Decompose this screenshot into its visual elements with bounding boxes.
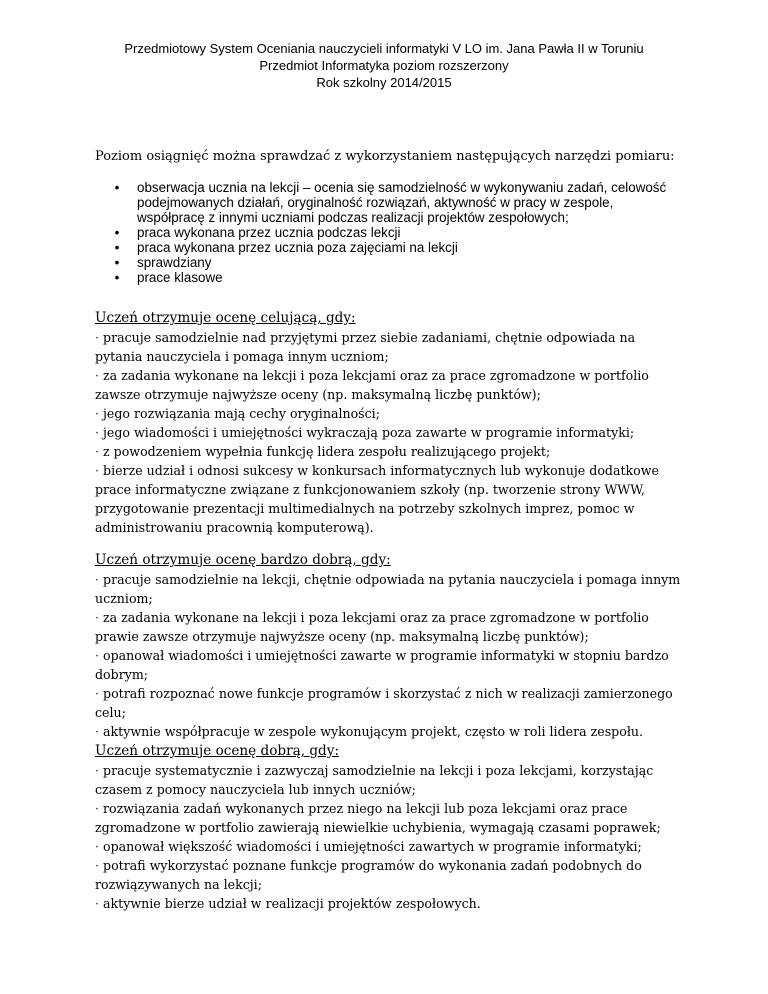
list-item-text: za zadania wykonane na lekcji i poza lekcjami oraz za prace zgromadzone w portfolio zawsze otrzymuje najwyższe oceny (np. maksymalną liczbę punktów); — [95, 368, 649, 402]
list-item-text: prace klasowe — [137, 270, 223, 285]
section-heading-excellent: Uczeń otrzymuje ocenę celującą, gdy: — [95, 310, 356, 326]
criteria-list-excellent — [95, 328, 685, 537]
bullet-icon: · — [95, 858, 100, 873]
list-item-text: opanował większość wiadomości i umiejętności zawartych w programie informatyki; — [103, 839, 642, 854]
list-item-text: potrafi rozpoznać nowe funkcje programów i skorzystać z nich w realizacji zamierzonego celu; — [95, 686, 673, 720]
list-item — [112, 240, 672, 255]
bullet-icon: · — [95, 463, 100, 478]
bullet-icon: · — [95, 572, 100, 587]
criteria-list-good — [95, 761, 685, 913]
bullet-icon: · — [95, 801, 100, 816]
bullet-icon: · — [95, 839, 100, 854]
list-item-text: rozwiązania zadań wykonanych przez niego na lekcji lub poza lekcjami oraz prace zgromadzone w portfolio zawierają niewielkie uchybienia, wymagają czasami poprawek; — [95, 801, 661, 835]
list-item-text: jego rozwiązania mają cechy oryginalności; — [103, 406, 380, 421]
list-item — [112, 225, 672, 240]
section-heading-good: Uczeń otrzymuje ocenę dobrą, gdy: — [95, 743, 340, 759]
bullet-icon: · — [95, 610, 100, 625]
list-item — [95, 328, 685, 366]
list-item-text: jego wiadomości i umiejętności wykraczają poza zawarte w programie informatyki; — [103, 425, 635, 440]
list-item — [95, 442, 685, 461]
bullet-icon: · — [95, 330, 100, 345]
list-item-text: sprawdziany — [137, 255, 212, 270]
list-item — [95, 570, 685, 608]
list-item-text: pracuje samodzielnie na lekcji, chętnie odpowiada na pytania nauczyciela i pomaga innym uczniom; — [95, 572, 681, 606]
list-item — [95, 366, 685, 404]
list-item — [95, 722, 685, 741]
bullet-icon: · — [95, 444, 100, 459]
bullet-icon: · — [95, 648, 100, 663]
list-item — [95, 837, 685, 856]
list-item — [95, 761, 685, 799]
list-item — [95, 461, 685, 537]
section-spacer — [95, 537, 685, 550]
bullet-icon: · — [95, 368, 100, 383]
bullet-icon: • — [114, 180, 120, 195]
page-header — [0, 40, 768, 91]
list-item — [112, 270, 672, 285]
list-item-text: za zadania wykonane na lekcji i poza lekcjami oraz za prace zgromadzone w portfolio prawie zawsze otrzymuje najwyższe oceny (np. maksymalną liczbę punktów); — [95, 610, 649, 644]
list-item-text: praca wykonana przez ucznia poza zajęciami na lekcji — [137, 240, 458, 255]
header-school-year: Rok szkolny 2014/2015 — [316, 75, 452, 90]
list-item — [95, 608, 685, 646]
criteria-list-very-good — [95, 570, 685, 741]
list-item-text: pracuje samodzielnie nad przyjętymi przez siebie zadaniami, chętnie odpowiada na pytania nauczyciela i pomaga innym uczniom; — [95, 330, 636, 364]
bullet-icon: • — [114, 225, 120, 240]
list-item-text: aktywnie współpracuje w zespole wykonującym projekt, często w roli lidera zespołu. — [103, 724, 644, 739]
list-item-text: aktywnie bierze udział w realizacji projektów zespołowych. — [103, 896, 481, 911]
list-item-text: bierze udział i odnosi sukcesy w konkursach informatycznych lub wykonuje dodatkowe prace informatyczne związane z funkcjonowaniem szkoły (np. tworzenie strony WWW, przygotowanie prezentacji multimedialnych na potrzeby szkolnych imprez, pomoc w administrowaniu pracownią komputerową). — [95, 463, 659, 535]
bullet-icon: • — [114, 240, 120, 255]
bullet-icon: • — [114, 255, 120, 270]
list-item — [95, 646, 685, 684]
bullet-icon: · — [95, 686, 100, 701]
list-item — [95, 684, 685, 722]
grade-criteria — [95, 308, 685, 913]
bullet-icon: · — [95, 406, 100, 421]
list-item — [95, 856, 685, 894]
list-item — [112, 255, 672, 270]
list-item-text: z powodzeniem wypełnia funkcję lidera zespołu realizującego projekt; — [103, 444, 551, 459]
header-subject: Przedmiot Informatyka poziom rozszerzony — [259, 58, 509, 73]
list-item — [95, 799, 685, 837]
intro-paragraph: Poziom osiągnięć można sprawdzać z wykorzystaniem następujących narzędzi pomiaru: — [95, 149, 675, 164]
list-item-text: pracuje systematycznie i zazwyczaj samodzielnie na lekcji i poza lekcjami, korzystając czasem z pomocy nauczyciela lub innych uczniów; — [95, 763, 654, 797]
bullet-icon: · — [95, 724, 100, 739]
bullet-icon: · — [95, 896, 100, 911]
list-item-text: potrafi wykorzystać poznane funkcje programów do wykonania zadań podobnych do rozwiązywanych na lekcji; — [95, 858, 642, 892]
list-item — [95, 894, 685, 913]
list-item — [95, 404, 685, 423]
bullet-icon: • — [114, 270, 120, 285]
list-item-text: obserwacja ucznia na lekcji – ocenia się samodzielność w wykonywaniu zadań, celowość podejmowanych działań, oryginalność rozwiązań, aktywność w pracy w zespole, współpracę z innymi uczniami podczas realizacji projektów zespołowych; — [137, 180, 667, 225]
header-title: Przedmiotowy System Oceniania nauczycieli informatyki V LO im. Jana Pawła II w Toruniu — [124, 41, 644, 56]
assessment-tools-list — [112, 180, 672, 285]
list-item-text: opanował wiadomości i umiejętności zawarte w programie informatyki w stopniu bardzo dobrym; — [95, 648, 669, 682]
list-item — [112, 180, 672, 225]
bullet-icon: · — [95, 763, 100, 778]
list-item — [95, 423, 685, 442]
bullet-icon: · — [95, 425, 100, 440]
section-heading-very-good: Uczeń otrzymuje ocenę bardzo dobrą, gdy: — [95, 552, 391, 568]
list-item-text: praca wykonana przez ucznia podczas lekcji — [137, 225, 401, 240]
